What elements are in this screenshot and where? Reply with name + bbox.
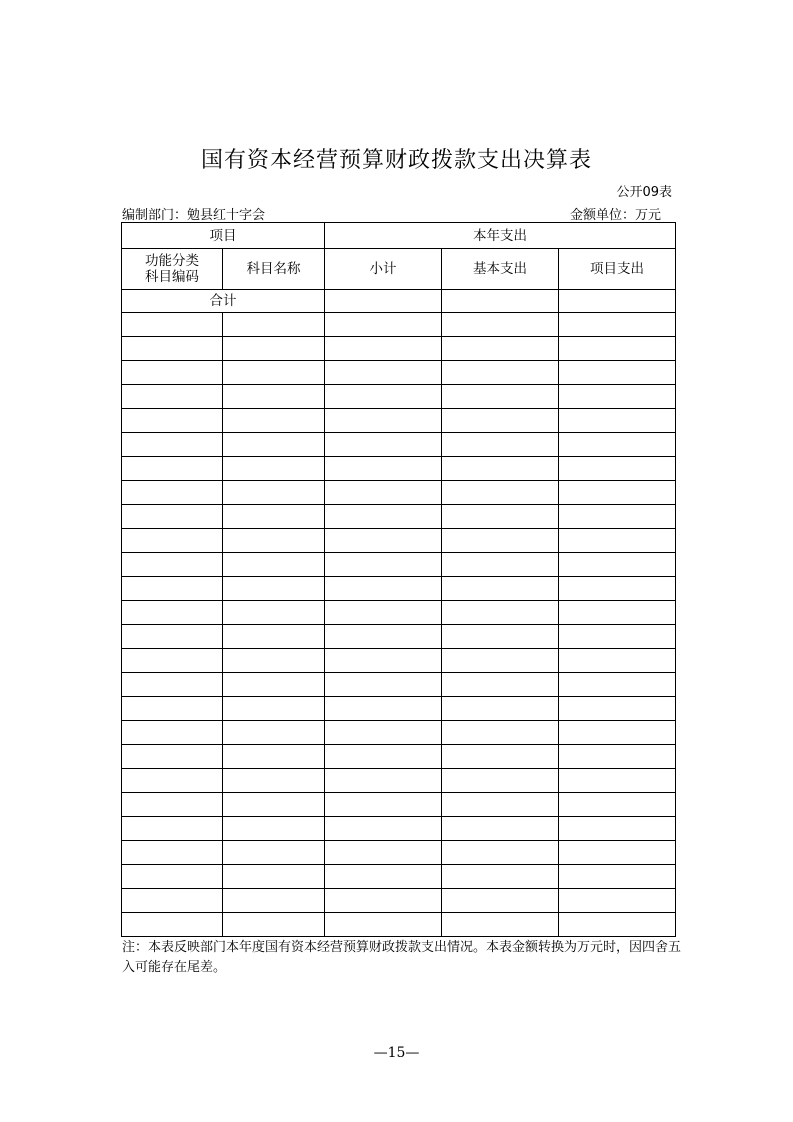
cell-basic: [442, 481, 559, 505]
cell-subtotal: [325, 649, 442, 673]
cell-basic: [442, 889, 559, 913]
cell-name: [223, 409, 325, 433]
cell-basic: [442, 601, 559, 625]
header-expenditure: 本年支出: [325, 223, 676, 249]
cell-name: [223, 529, 325, 553]
table-row: [122, 673, 676, 697]
cell-name: [223, 601, 325, 625]
cell-subtotal: [325, 505, 442, 529]
cell-subtotal: [325, 553, 442, 577]
cell-subtotal: [325, 913, 442, 937]
cell-code: [122, 913, 223, 937]
cell-subtotal: [325, 625, 442, 649]
cell-basic: [442, 673, 559, 697]
cell-basic: [442, 697, 559, 721]
cell-subtotal: [325, 697, 442, 721]
cell-name: [223, 313, 325, 337]
cell-subtotal: [325, 793, 442, 817]
cell-basic: [442, 769, 559, 793]
cell-basic: [442, 625, 559, 649]
cell-name: [223, 865, 325, 889]
cell-code: [122, 553, 223, 577]
cell-subtotal: [325, 529, 442, 553]
table-row: [122, 361, 676, 385]
cell-code: [122, 505, 223, 529]
cell-project: [559, 457, 676, 481]
col-code-label: 功能分类科目编码: [145, 253, 199, 285]
total-subtotal: [325, 290, 442, 313]
document-title: 国有资本经营预算财政拨款支出决算表: [200, 148, 592, 173]
cell-code: [122, 697, 223, 721]
cell-project: [559, 625, 676, 649]
cell-code: [122, 601, 223, 625]
cell-name: [223, 745, 325, 769]
table-row: [122, 385, 676, 409]
cell-basic: [442, 361, 559, 385]
cell-project: [559, 433, 676, 457]
cell-name: [223, 337, 325, 361]
table-row: [122, 817, 676, 841]
header-row-1: [122, 223, 676, 249]
cell-project: [559, 889, 676, 913]
cell-project: [559, 385, 676, 409]
cell-project: [559, 865, 676, 889]
table-row: [122, 889, 676, 913]
cell-code: [122, 577, 223, 601]
cell-project: [559, 361, 676, 385]
cell-subtotal: [325, 889, 442, 913]
cell-code: [122, 841, 223, 865]
table-row: [122, 841, 676, 865]
table-row: [122, 649, 676, 673]
cell-code: [122, 889, 223, 913]
cell-name: [223, 625, 325, 649]
cell-project: [559, 841, 676, 865]
cell-project: [559, 913, 676, 937]
cell-project: [559, 313, 676, 337]
expenditure-table: [121, 222, 676, 937]
cell-basic: [442, 745, 559, 769]
col-basic-header: 基本支出: [442, 249, 559, 290]
cell-project: [559, 529, 676, 553]
cell-project: [559, 721, 676, 745]
cell-project: [559, 769, 676, 793]
cell-basic: [442, 577, 559, 601]
cell-subtotal: [325, 385, 442, 409]
cell-project: [559, 649, 676, 673]
cell-code: [122, 457, 223, 481]
cell-name: [223, 481, 325, 505]
cell-code: [122, 409, 223, 433]
table-row: [122, 553, 676, 577]
cell-subtotal: [325, 601, 442, 625]
cell-name: [223, 457, 325, 481]
amount-unit-label: 金额单位：万元: [569, 208, 661, 223]
cell-basic: [442, 313, 559, 337]
cell-code: [122, 313, 223, 337]
cell-basic: [442, 841, 559, 865]
cell-name: [223, 913, 325, 937]
table-row: [122, 457, 676, 481]
table-row: [122, 409, 676, 433]
cell-basic: [442, 433, 559, 457]
cell-project: [559, 505, 676, 529]
cell-subtotal: [325, 721, 442, 745]
cell-basic: [442, 529, 559, 553]
table-row: [122, 625, 676, 649]
cell-project: [559, 745, 676, 769]
cell-name: [223, 721, 325, 745]
total-label: 合计: [122, 290, 325, 313]
page-number: —15—: [373, 1045, 420, 1061]
cell-name: [223, 505, 325, 529]
cell-basic: [442, 793, 559, 817]
cell-code: [122, 385, 223, 409]
cell-subtotal: [325, 577, 442, 601]
header-item: 项目: [122, 223, 325, 249]
col-code-header: [122, 249, 223, 290]
table-row: [122, 529, 676, 553]
cell-project: [559, 337, 676, 361]
cell-subtotal: [325, 409, 442, 433]
cell-name: [223, 817, 325, 841]
cell-code: [122, 625, 223, 649]
cell-name: [223, 385, 325, 409]
cell-subtotal: [325, 769, 442, 793]
cell-name: [223, 673, 325, 697]
cell-project: [559, 673, 676, 697]
table-row: [122, 337, 676, 361]
cell-subtotal: [325, 865, 442, 889]
total-basic: [442, 290, 559, 313]
cell-basic: [442, 553, 559, 577]
cell-code: [122, 793, 223, 817]
cell-name: [223, 553, 325, 577]
table-row: [122, 721, 676, 745]
cell-basic: [442, 721, 559, 745]
cell-name: [223, 697, 325, 721]
cell-name: [223, 361, 325, 385]
cell-subtotal: [325, 841, 442, 865]
cell-code: [122, 817, 223, 841]
cell-subtotal: [325, 313, 442, 337]
cell-subtotal: [325, 481, 442, 505]
cell-basic: [442, 913, 559, 937]
cell-basic: [442, 865, 559, 889]
table-row: [122, 505, 676, 529]
total-project: [559, 290, 676, 313]
table-row: [122, 313, 676, 337]
table-row: [122, 745, 676, 769]
table-row: [122, 601, 676, 625]
header-row-2: [122, 249, 676, 290]
table-row: [122, 793, 676, 817]
cell-code: [122, 769, 223, 793]
cell-subtotal: [325, 337, 442, 361]
cell-subtotal: [325, 433, 442, 457]
cell-name: [223, 577, 325, 601]
cell-basic: [442, 457, 559, 481]
cell-code: [122, 529, 223, 553]
table-row: [122, 769, 676, 793]
cell-basic: [442, 337, 559, 361]
total-row: [122, 290, 676, 313]
cell-name: [223, 649, 325, 673]
table-row: [122, 865, 676, 889]
cell-project: [559, 697, 676, 721]
cell-code: [122, 481, 223, 505]
cell-subtotal: [325, 361, 442, 385]
cell-code: [122, 361, 223, 385]
cell-subtotal: [325, 457, 442, 481]
cell-project: [559, 481, 676, 505]
cell-subtotal: [325, 745, 442, 769]
cell-project: [559, 409, 676, 433]
table-row: [122, 433, 676, 457]
cell-project: [559, 817, 676, 841]
table-row: [122, 577, 676, 601]
cell-name: [223, 433, 325, 457]
department-label: 编制部门：勉县红十字会: [122, 208, 266, 223]
cell-code: [122, 745, 223, 769]
table-row: [122, 697, 676, 721]
cell-name: [223, 769, 325, 793]
form-number: 公开09表: [616, 185, 672, 200]
cell-code: [122, 721, 223, 745]
cell-subtotal: [325, 673, 442, 697]
cell-basic: [442, 385, 559, 409]
cell-name: [223, 889, 325, 913]
table-row: [122, 913, 676, 937]
cell-project: [559, 577, 676, 601]
col-name-header: 科目名称: [223, 249, 325, 290]
col-project-header: 项目支出: [559, 249, 676, 290]
cell-basic: [442, 505, 559, 529]
cell-code: [122, 337, 223, 361]
cell-name: [223, 793, 325, 817]
cell-code: [122, 649, 223, 673]
cell-project: [559, 793, 676, 817]
cell-project: [559, 601, 676, 625]
cell-project: [559, 553, 676, 577]
table-note: 注：本表反映部门本年度国有资本经营预算财政拨款支出情况。本表金额转换为万元时，因四舍五入可能存在尾差。: [122, 940, 682, 975]
col-subtotal-header: 小计: [325, 249, 442, 290]
cell-basic: [442, 649, 559, 673]
cell-code: [122, 673, 223, 697]
table-row: [122, 481, 676, 505]
cell-subtotal: [325, 817, 442, 841]
cell-basic: [442, 817, 559, 841]
cell-code: [122, 865, 223, 889]
cell-code: [122, 433, 223, 457]
cell-name: [223, 841, 325, 865]
cell-basic: [442, 409, 559, 433]
